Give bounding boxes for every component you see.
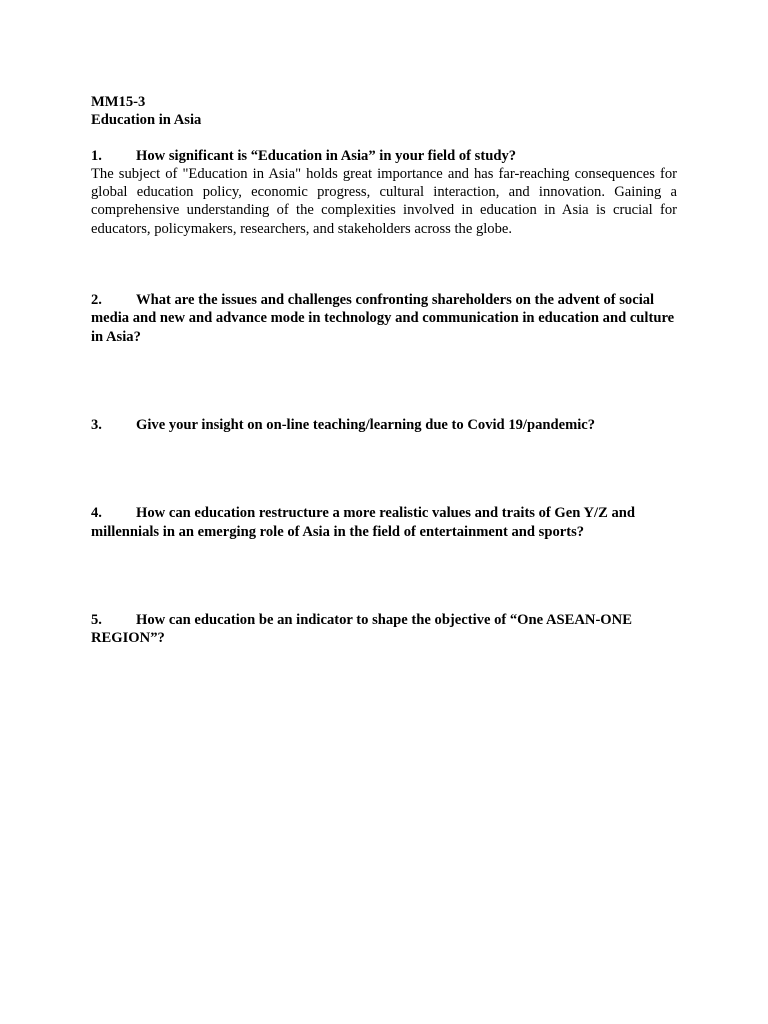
question-number: 1. [91,147,102,164]
question-5 [91,611,677,648]
question-number: 5. [91,611,102,628]
question-number: 3. [91,416,102,433]
question-text: How significant is “Education in Asia” in your field of study? [136,147,517,164]
document-title: Education in Asia [91,112,202,129]
question-text: How can education be an indicator to shape the objective of “One ASEAN-ONE REGION”? [91,611,632,647]
spacer [91,541,677,611]
spacer [91,238,677,291]
question-text: Give your insight on on-line teaching/learning due to Covid 19/pandemic? [136,416,596,433]
answer-1: The subject of "Education in Asia" holds great importance and has far-reaching consequences for global education policy, economic progress, cultural interaction, and innovation. Gaining a comprehensive understanding of the complexities involved in education in Asia is crucial for educators, policymakers, researchers, and stakeholders across the globe. [91,165,677,237]
spacer [91,130,677,147]
question-number: 2. [91,292,102,309]
question-1 [91,147,677,165]
question-text: How can education restructure a more realistic values and traits of Gen Y/Z and millennials in an emerging role of Asia in the field of entertainment and sports? [91,505,635,540]
question-2 [91,291,677,346]
question-4 [91,504,677,541]
document-body [91,93,677,647]
question-number: 4. [91,505,102,522]
spacer [91,346,677,416]
question-text: What are the issues and challenges confronting shareholders on the advent of social media and new and advance mode in technology and communication in education and culture in Asia? [91,292,675,345]
question-3 [91,416,677,434]
spacer [91,434,677,504]
document-code: MM15-3 [91,94,146,110]
